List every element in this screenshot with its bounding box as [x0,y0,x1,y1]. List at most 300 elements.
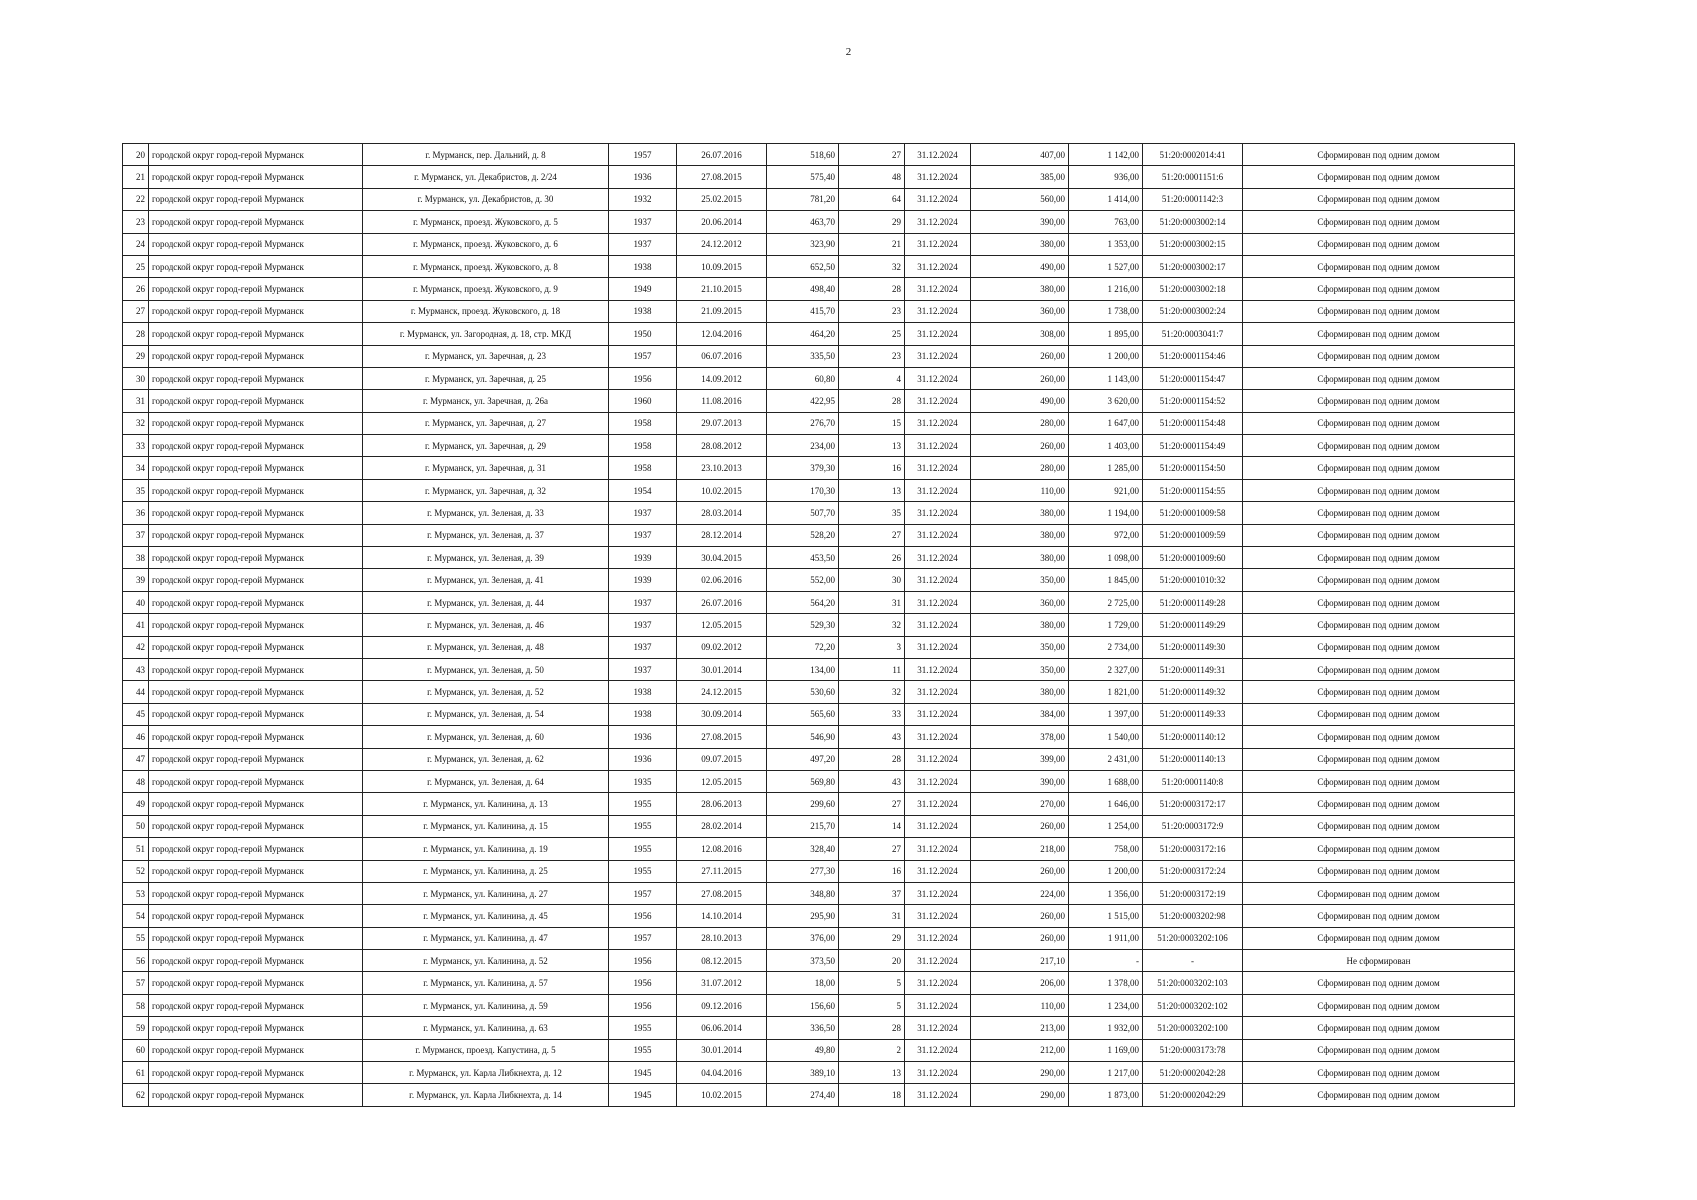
address-cell: г. Мурманск, ул. Зеленая, д. 37 [363,524,609,546]
living-area-cell: 134,00 [767,658,839,680]
living-area-cell: 72,20 [767,636,839,658]
row-number: 20 [123,144,149,166]
municipality-cell: городской округ город-герой Мурманск [149,547,363,569]
housing-registry-table [122,143,1515,1107]
row-number: 22 [123,188,149,210]
land-status-cell: Сформирован под одним домом [1243,255,1515,277]
row-number: 51 [123,838,149,860]
address-cell: г. Мурманск, проезд. Жуковского, д. 5 [363,211,609,233]
recognition-date-cell: 20.06.2014 [677,211,767,233]
table-body [123,144,1515,1107]
land-status-cell: Сформирован под одним домом [1243,390,1515,412]
municipality-cell: городской округ город-герой Мурманск [149,703,363,725]
municipality-cell: городской округ город-герой Мурманск [149,412,363,434]
residents-count-cell: 18 [839,1084,905,1106]
construction-year-cell: 1958 [609,457,677,479]
municipality-cell: городской округ город-герой Мурманск [149,345,363,367]
cadastral-number-cell: 51:20:0002014:41 [1143,144,1243,166]
residents-count-cell: 5 [839,972,905,994]
land-status-cell: Сформирован под одним домом [1243,1084,1515,1106]
table-row [123,367,1515,389]
recognition-date-cell: 10.02.2015 [677,1084,767,1106]
cadastral-number-cell: 51:20:0001154:55 [1143,479,1243,501]
address-cell: г. Мурманск, ул. Калинина, д. 15 [363,815,609,837]
residents-count-cell: 35 [839,502,905,524]
municipality-cell: городской округ город-герой Мурманск [149,1017,363,1039]
recognition-date-cell: 28.02.2014 [677,815,767,837]
living-area-cell: 335,50 [767,345,839,367]
address-cell: г. Мурманск, ул. Калинина, д. 52 [363,950,609,972]
area-cell: 384,00 [971,703,1069,725]
municipality-cell: городской округ город-герой Мурманск [149,255,363,277]
land-area-cell: 1 143,00 [1069,367,1143,389]
table-row [123,1039,1515,1061]
residents-count-cell: 13 [839,479,905,501]
recognition-date-cell: 14.10.2014 [677,905,767,927]
land-area-cell: 1 540,00 [1069,726,1143,748]
land-area-cell: 2 431,00 [1069,748,1143,770]
row-number: 27 [123,300,149,322]
area-cell: 110,00 [971,479,1069,501]
area-cell: 260,00 [971,435,1069,457]
land-status-cell: Сформирован под одним домом [1243,1017,1515,1039]
address-cell: г. Мурманск, проезд. Жуковского, д. 6 [363,233,609,255]
land-status-cell: Сформирован под одним домом [1243,457,1515,479]
land-status-cell: Сформирован под одним домом [1243,435,1515,457]
land-status-cell: Сформирован под одним домом [1243,770,1515,792]
row-number: 58 [123,994,149,1016]
cadastral-number-cell: 51:20:0003002:24 [1143,300,1243,322]
land-area-cell: 1 353,00 [1069,233,1143,255]
residents-count-cell: 43 [839,770,905,792]
construction-year-cell: 1950 [609,323,677,345]
living-area-cell: 323,90 [767,233,839,255]
recognition-date-cell: 30.01.2014 [677,658,767,680]
land-area-cell: 1 356,00 [1069,882,1143,904]
construction-year-cell: 1938 [609,300,677,322]
table-row [123,748,1515,770]
recognition-date-cell: 28.08.2012 [677,435,767,457]
recognition-date-cell: 06.06.2014 [677,1017,767,1039]
address-cell: г. Мурманск, пер. Дальний, д. 8 [363,144,609,166]
planned-date-cell: 31.12.2024 [905,905,971,927]
living-area-cell: 389,10 [767,1062,839,1084]
municipality-cell: городской округ город-герой Мурманск [149,166,363,188]
living-area-cell: 376,00 [767,927,839,949]
planned-date-cell: 31.12.2024 [905,547,971,569]
table-row [123,233,1515,255]
area-cell: 224,00 [971,882,1069,904]
cadastral-number-cell: 51:20:0001149:30 [1143,636,1243,658]
address-cell: г. Мурманск, ул. Зеленая, д. 64 [363,770,609,792]
row-number: 38 [123,547,149,569]
recognition-date-cell: 29.07.2013 [677,412,767,434]
address-cell: г. Мурманск, ул. Калинина, д. 47 [363,927,609,949]
living-area-cell: 453,50 [767,547,839,569]
planned-date-cell: 31.12.2024 [905,188,971,210]
residents-count-cell: 27 [839,144,905,166]
land-area-cell: 2 725,00 [1069,591,1143,613]
recognition-date-cell: 24.12.2015 [677,681,767,703]
municipality-cell: городской округ город-герой Мурманск [149,905,363,927]
recognition-date-cell: 28.12.2014 [677,524,767,546]
row-number: 29 [123,345,149,367]
area-cell: 350,00 [971,658,1069,680]
construction-year-cell: 1957 [609,882,677,904]
construction-year-cell: 1958 [609,412,677,434]
living-area-cell: 277,30 [767,860,839,882]
row-number: 40 [123,591,149,613]
construction-year-cell: 1937 [609,658,677,680]
table-row [123,569,1515,591]
area-cell: 560,00 [971,188,1069,210]
residents-count-cell: 2 [839,1039,905,1061]
land-status-cell: Сформирован под одним домом [1243,412,1515,434]
recognition-date-cell: 09.02.2012 [677,636,767,658]
construction-year-cell: 1957 [609,927,677,949]
municipality-cell: городской округ город-герой Мурманск [149,838,363,860]
land-area-cell: 921,00 [1069,479,1143,501]
planned-date-cell: 31.12.2024 [905,412,971,434]
table-row [123,300,1515,322]
area-cell: 399,00 [971,748,1069,770]
recognition-date-cell: 08.12.2015 [677,950,767,972]
construction-year-cell: 1938 [609,703,677,725]
cadastral-number-cell: 51:20:0001154:48 [1143,412,1243,434]
municipality-cell: городской округ город-герой Мурманск [149,188,363,210]
row-number: 61 [123,1062,149,1084]
municipality-cell: городской округ город-герой Мурманск [149,636,363,658]
land-status-cell: Сформирован под одним домом [1243,479,1515,501]
cadastral-number-cell: 51:20:0003172:17 [1143,793,1243,815]
land-area-cell: 1 234,00 [1069,994,1143,1016]
address-cell: г. Мурманск, ул. Калинина, д. 25 [363,860,609,882]
table-row [123,972,1515,994]
living-area-cell: 336,50 [767,1017,839,1039]
planned-date-cell: 31.12.2024 [905,502,971,524]
construction-year-cell: 1937 [609,524,677,546]
planned-date-cell: 31.12.2024 [905,345,971,367]
address-cell: г. Мурманск, ул. Заречная, д. 27 [363,412,609,434]
land-area-cell: 1 873,00 [1069,1084,1143,1106]
cadastral-number-cell: 51:20:0001154:47 [1143,367,1243,389]
municipality-cell: городской округ город-герой Мурманск [149,390,363,412]
planned-date-cell: 31.12.2024 [905,1062,971,1084]
area-cell: 260,00 [971,927,1069,949]
area-cell: 260,00 [971,815,1069,837]
table-row [123,1017,1515,1039]
municipality-cell: городской округ город-герой Мурманск [149,211,363,233]
row-number: 48 [123,770,149,792]
area-cell: 290,00 [971,1084,1069,1106]
planned-date-cell: 31.12.2024 [905,144,971,166]
construction-year-cell: 1937 [609,591,677,613]
table-row [123,435,1515,457]
construction-year-cell: 1955 [609,793,677,815]
recognition-date-cell: 10.09.2015 [677,255,767,277]
planned-date-cell: 31.12.2024 [905,838,971,860]
land-area-cell: 1 821,00 [1069,681,1143,703]
address-cell: г. Мурманск, ул. Зеленая, д. 52 [363,681,609,703]
area-cell: 385,00 [971,166,1069,188]
municipality-cell: городской округ город-герой Мурманск [149,591,363,613]
land-area-cell: 972,00 [1069,524,1143,546]
land-status-cell: Сформирован под одним домом [1243,681,1515,703]
table-row [123,323,1515,345]
land-status-cell: Сформирован под одним домом [1243,994,1515,1016]
area-cell: 407,00 [971,144,1069,166]
area-cell: 280,00 [971,412,1069,434]
residents-count-cell: 25 [839,323,905,345]
land-area-cell: 1 688,00 [1069,770,1143,792]
cadastral-number-cell: 51:20:0001140:13 [1143,748,1243,770]
table-row [123,636,1515,658]
recognition-date-cell: 21.10.2015 [677,278,767,300]
land-status-cell: Сформирован под одним домом [1243,278,1515,300]
land-area-cell: 2 327,00 [1069,658,1143,680]
planned-date-cell: 31.12.2024 [905,1039,971,1061]
residents-count-cell: 16 [839,860,905,882]
land-status-cell: Сформирован под одним домом [1243,569,1515,591]
cadastral-number-cell: - [1143,950,1243,972]
planned-date-cell: 31.12.2024 [905,950,971,972]
municipality-cell: городской округ город-герой Мурманск [149,457,363,479]
planned-date-cell: 31.12.2024 [905,815,971,837]
land-area-cell: 1 397,00 [1069,703,1143,725]
construction-year-cell: 1956 [609,367,677,389]
recognition-date-cell: 26.07.2016 [677,591,767,613]
table-row [123,479,1515,501]
table-row [123,793,1515,815]
row-number: 21 [123,166,149,188]
address-cell: г. Мурманск, ул. Зеленая, д. 44 [363,591,609,613]
municipality-cell: городской округ город-герой Мурманск [149,435,363,457]
planned-date-cell: 31.12.2024 [905,435,971,457]
living-area-cell: 49,80 [767,1039,839,1061]
land-area-cell: 1 216,00 [1069,278,1143,300]
land-area-cell: 1 515,00 [1069,905,1143,927]
living-area-cell: 415,70 [767,300,839,322]
living-area-cell: 295,90 [767,905,839,927]
land-status-cell: Сформирован под одним домом [1243,1062,1515,1084]
address-cell: г. Мурманск, ул. Декабристов, д. 2/24 [363,166,609,188]
residents-count-cell: 26 [839,547,905,569]
cadastral-number-cell: 51:20:0003202:102 [1143,994,1243,1016]
construction-year-cell: 1955 [609,838,677,860]
area-cell: 270,00 [971,793,1069,815]
construction-year-cell: 1936 [609,726,677,748]
cadastral-number-cell: 51:20:0001149:32 [1143,681,1243,703]
land-area-cell: 1 647,00 [1069,412,1143,434]
row-number: 52 [123,860,149,882]
living-area-cell: 215,70 [767,815,839,837]
cadastral-number-cell: 51:20:0001142:3 [1143,188,1243,210]
recognition-date-cell: 28.10.2013 [677,927,767,949]
address-cell: г. Мурманск, ул. Заречная, д. 26а [363,390,609,412]
area-cell: 260,00 [971,345,1069,367]
construction-year-cell: 1938 [609,681,677,703]
construction-year-cell: 1956 [609,950,677,972]
land-status-cell: Сформирован под одним домом [1243,905,1515,927]
municipality-cell: городской округ город-герой Мурманск [149,233,363,255]
recognition-date-cell: 28.06.2013 [677,793,767,815]
municipality-cell: городской округ город-герой Мурманск [149,950,363,972]
land-status-cell: Сформирован под одним домом [1243,323,1515,345]
cadastral-number-cell: 51:20:0003002:18 [1143,278,1243,300]
residents-count-cell: 14 [839,815,905,837]
living-area-cell: 156,60 [767,994,839,1016]
construction-year-cell: 1937 [609,211,677,233]
land-area-cell: 1 098,00 [1069,547,1143,569]
row-number: 28 [123,323,149,345]
recognition-date-cell: 12.04.2016 [677,323,767,345]
cadastral-number-cell: 51:20:0003172:19 [1143,882,1243,904]
municipality-cell: городской округ город-герой Мурманск [149,972,363,994]
municipality-cell: городской округ город-герой Мурманск [149,144,363,166]
area-cell: 206,00 [971,972,1069,994]
land-status-cell: Сформирован под одним домом [1243,882,1515,904]
cadastral-number-cell: 51:20:0001149:28 [1143,591,1243,613]
construction-year-cell: 1956 [609,905,677,927]
area-cell: 380,00 [971,502,1069,524]
planned-date-cell: 31.12.2024 [905,614,971,636]
recognition-date-cell: 25.02.2015 [677,188,767,210]
table-row [123,345,1515,367]
land-status-cell: Не сформирован [1243,950,1515,972]
page-number: 2 [845,46,852,58]
living-area-cell: 546,90 [767,726,839,748]
row-number: 45 [123,703,149,725]
residents-count-cell: 64 [839,188,905,210]
land-area-cell: 763,00 [1069,211,1143,233]
living-area-cell: 569,80 [767,770,839,792]
municipality-cell: городской округ город-герой Мурманск [149,323,363,345]
land-area-cell: 1 646,00 [1069,793,1143,815]
row-number: 60 [123,1039,149,1061]
municipality-cell: городской округ город-герой Мурманск [149,770,363,792]
land-area-cell: 936,00 [1069,166,1143,188]
land-area-cell: 1 200,00 [1069,345,1143,367]
cadastral-number-cell: 51:20:0001009:58 [1143,502,1243,524]
planned-date-cell: 31.12.2024 [905,793,971,815]
recognition-date-cell: 09.07.2015 [677,748,767,770]
construction-year-cell: 1935 [609,770,677,792]
municipality-cell: городской округ город-герой Мурманск [149,1062,363,1084]
recognition-date-cell: 24.12.2012 [677,233,767,255]
land-area-cell: - [1069,950,1143,972]
residents-count-cell: 33 [839,703,905,725]
row-number: 44 [123,681,149,703]
planned-date-cell: 31.12.2024 [905,457,971,479]
land-area-cell: 1 217,00 [1069,1062,1143,1084]
cadastral-number-cell: 51:20:0003202:98 [1143,905,1243,927]
area-cell: 380,00 [971,524,1069,546]
land-area-cell: 2 734,00 [1069,636,1143,658]
cadastral-number-cell: 51:20:0002042:29 [1143,1084,1243,1106]
planned-date-cell: 31.12.2024 [905,591,971,613]
residents-count-cell: 48 [839,166,905,188]
planned-date-cell: 31.12.2024 [905,882,971,904]
address-cell: г. Мурманск, ул. Зеленая, д. 39 [363,547,609,569]
residents-count-cell: 27 [839,793,905,815]
construction-year-cell: 1957 [609,144,677,166]
municipality-cell: городской округ город-герой Мурманск [149,367,363,389]
living-area-cell: 18,00 [767,972,839,994]
recognition-date-cell: 27.08.2015 [677,882,767,904]
recognition-date-cell: 04.04.2016 [677,1062,767,1084]
cadastral-number-cell: 51:20:0002042:28 [1143,1062,1243,1084]
row-number: 46 [123,726,149,748]
residents-count-cell: 30 [839,569,905,591]
area-cell: 390,00 [971,770,1069,792]
row-number: 35 [123,479,149,501]
municipality-cell: городской округ город-герой Мурманск [149,882,363,904]
living-area-cell: 379,30 [767,457,839,479]
table-row [123,524,1515,546]
living-area-cell: 529,30 [767,614,839,636]
residents-count-cell: 23 [839,345,905,367]
land-status-cell: Сформирован под одним домом [1243,166,1515,188]
planned-date-cell: 31.12.2024 [905,658,971,680]
table-row [123,591,1515,613]
row-number: 33 [123,435,149,457]
recognition-date-cell: 27.08.2015 [677,726,767,748]
address-cell: г. Мурманск, ул. Карла Либкнехта, д. 14 [363,1084,609,1106]
cadastral-number-cell: 51:20:0001151:6 [1143,166,1243,188]
table-row [123,1084,1515,1106]
municipality-cell: городской округ город-герой Мурманск [149,860,363,882]
table-row [123,547,1515,569]
construction-year-cell: 1936 [609,748,677,770]
planned-date-cell: 31.12.2024 [905,972,971,994]
table-row [123,994,1515,1016]
address-cell: г. Мурманск, ул. Зеленая, д. 33 [363,502,609,524]
address-cell: г. Мурманск, ул. Декабристов, д. 30 [363,188,609,210]
residents-count-cell: 11 [839,658,905,680]
address-cell: г. Мурманск, ул. Зеленая, д. 62 [363,748,609,770]
construction-year-cell: 1956 [609,994,677,1016]
planned-date-cell: 31.12.2024 [905,390,971,412]
construction-year-cell: 1955 [609,1039,677,1061]
row-number: 26 [123,278,149,300]
address-cell: г. Мурманск, ул. Зеленая, д. 60 [363,726,609,748]
row-number: 53 [123,882,149,904]
area-cell: 490,00 [971,255,1069,277]
municipality-cell: городской округ город-герой Мурманск [149,815,363,837]
municipality-cell: городской округ город-герой Мурманск [149,726,363,748]
row-number: 25 [123,255,149,277]
residents-count-cell: 13 [839,435,905,457]
living-area-cell: 552,00 [767,569,839,591]
cadastral-number-cell: 51:20:0001009:60 [1143,547,1243,569]
land-area-cell: 1 142,00 [1069,144,1143,166]
land-area-cell: 1 403,00 [1069,435,1143,457]
area-cell: 350,00 [971,636,1069,658]
residents-count-cell: 4 [839,367,905,389]
planned-date-cell: 31.12.2024 [905,703,971,725]
land-status-cell: Сформирован под одним домом [1243,345,1515,367]
living-area-cell: 565,60 [767,703,839,725]
row-number: 32 [123,412,149,434]
table-row [123,144,1515,166]
area-cell: 260,00 [971,860,1069,882]
land-status-cell: Сформирован под одним домом [1243,636,1515,658]
planned-date-cell: 31.12.2024 [905,524,971,546]
area-cell: 490,00 [971,390,1069,412]
area-cell: 380,00 [971,233,1069,255]
land-status-cell: Сформирован под одним домом [1243,144,1515,166]
row-number: 43 [123,658,149,680]
